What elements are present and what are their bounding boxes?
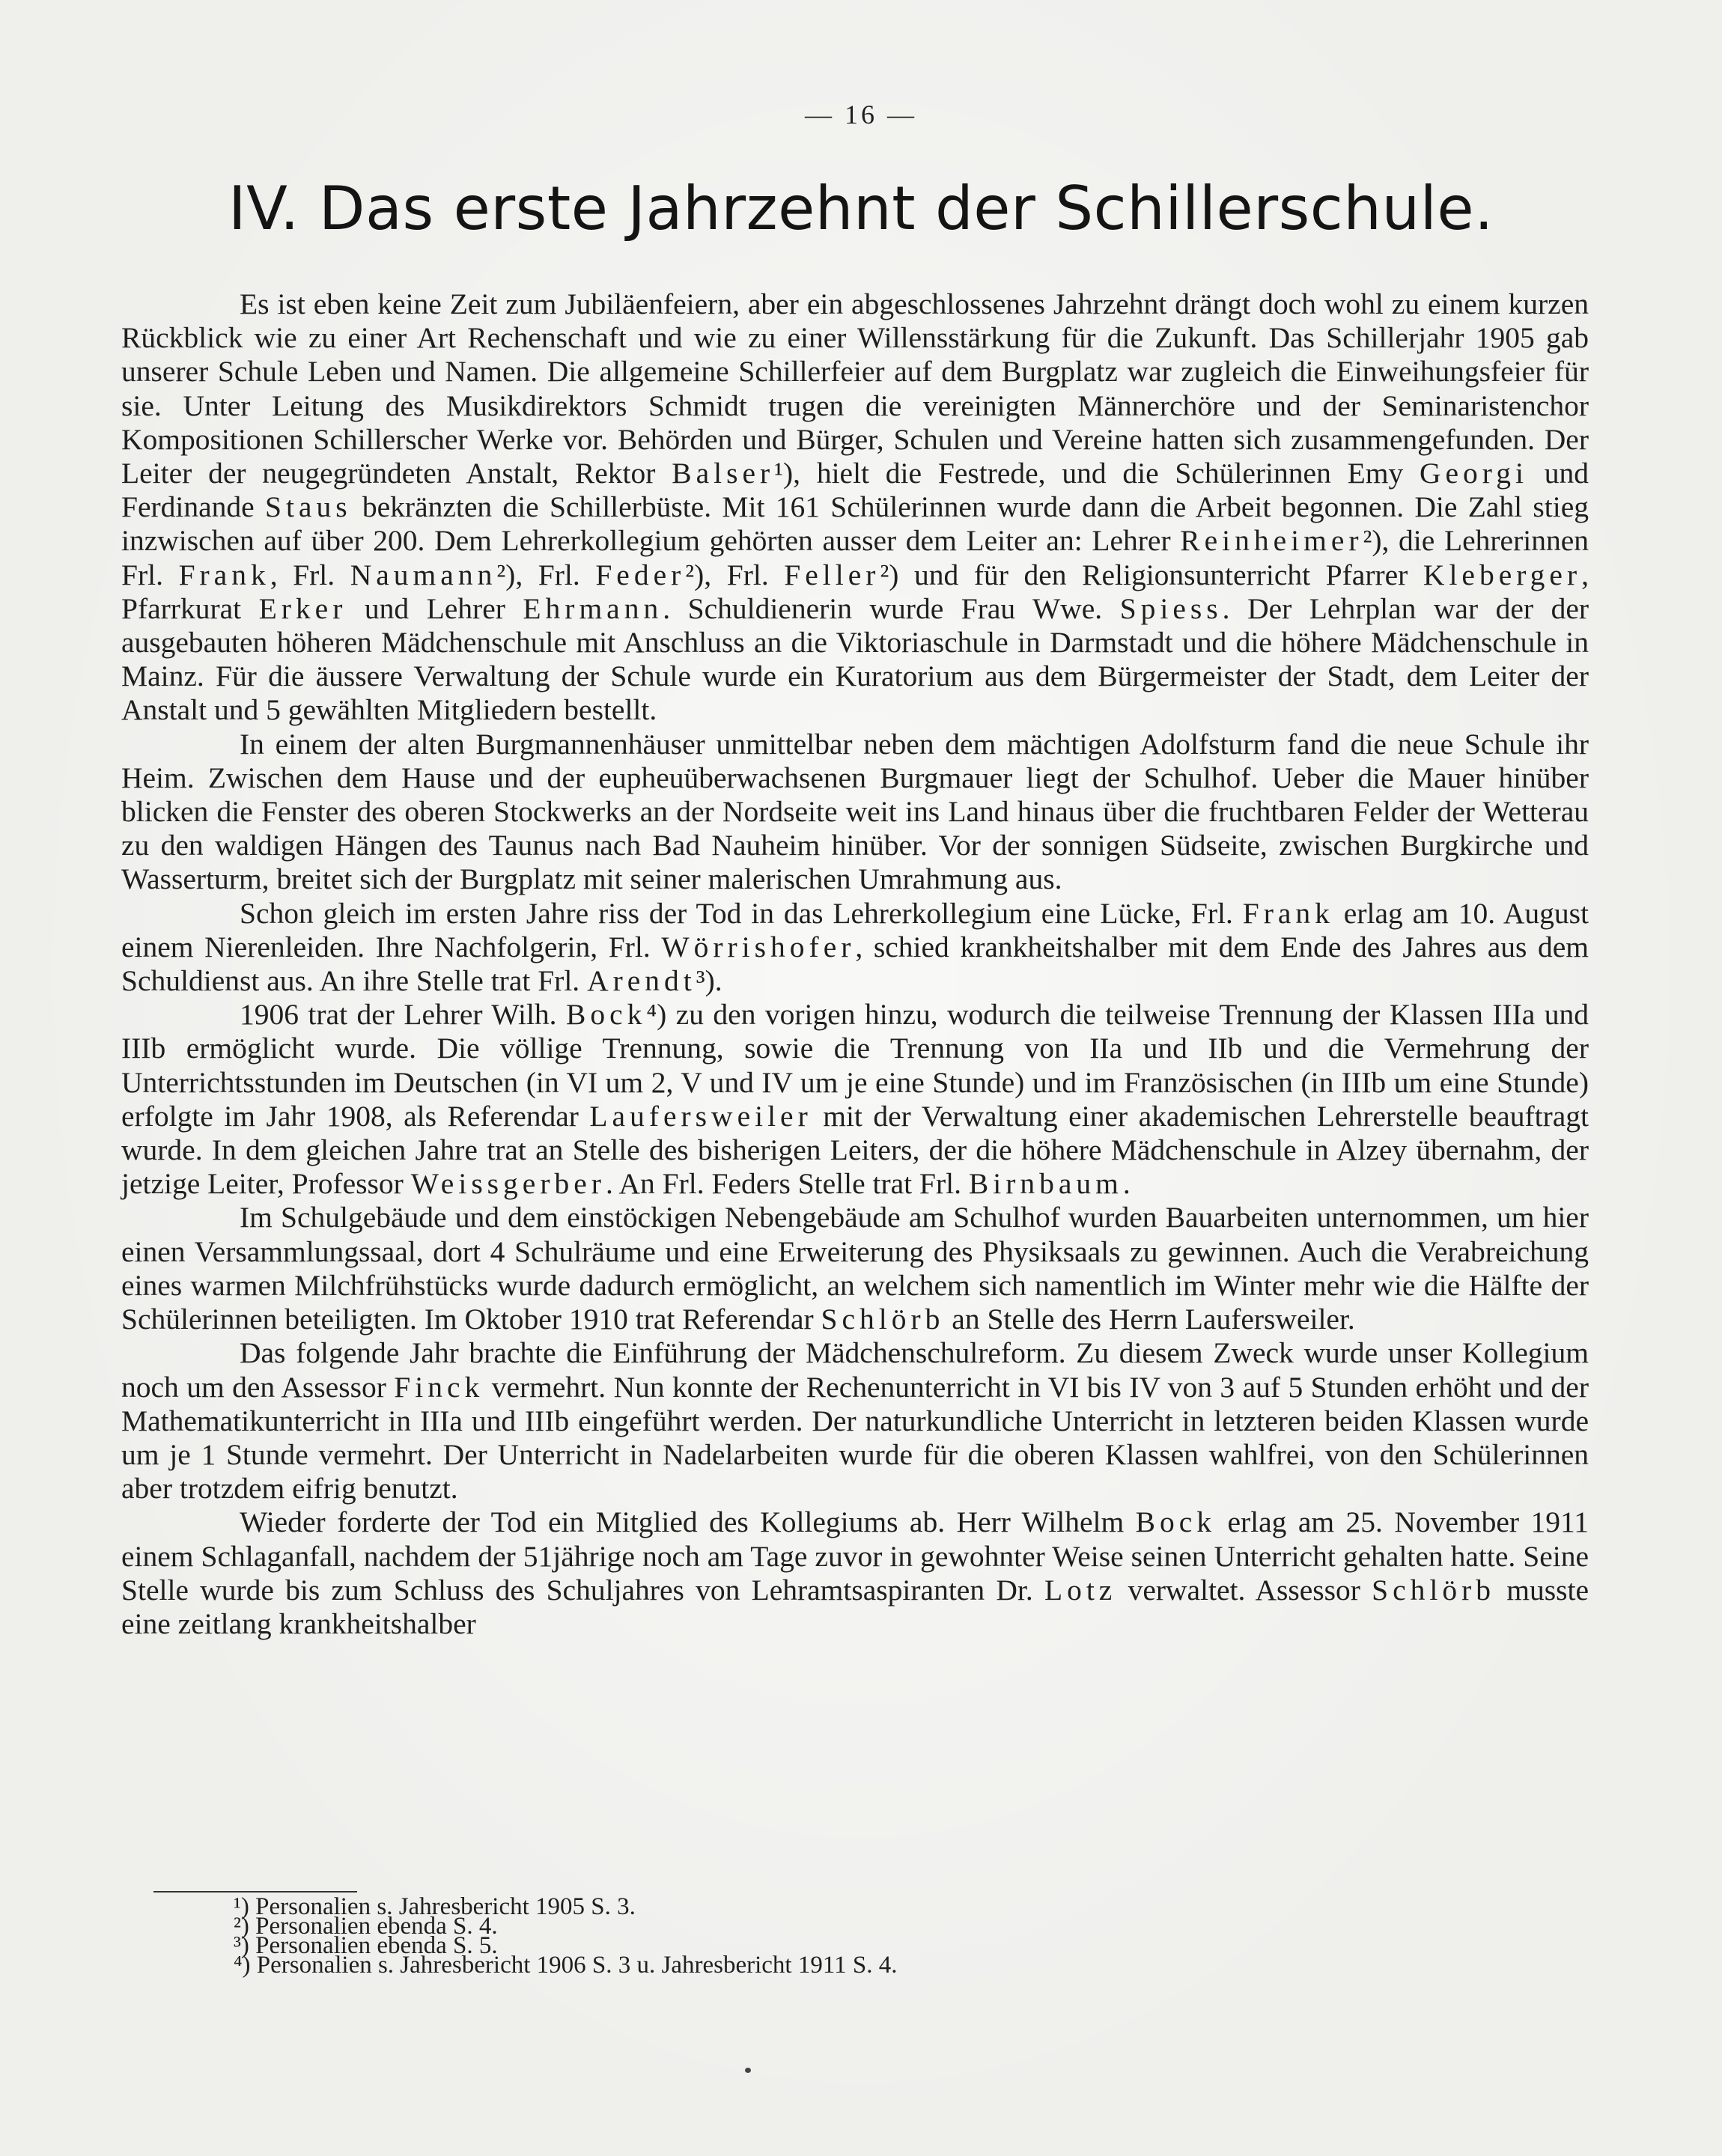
paragraph (121, 998, 1589, 1201)
text-run: ³). (696, 964, 722, 998)
text-run: , schied krankheitshalber mit dem Ende des Jahres aus dem Schuldienst aus. An ihre Stelle trat Frl. (121, 930, 1589, 998)
print-speck (745, 2068, 751, 2073)
paragraph (121, 1336, 1589, 1505)
text-run: erlag am 10. August einem Nierenleiden. Ihre Nachfolgerin, Frl. (121, 896, 1589, 963)
text-run: , Pfarrkurat (121, 558, 1589, 625)
chapter-title: IV. Das erste Jahrzehnt der Schillerschule. (228, 174, 1494, 243)
text-run: Schon gleich im ersten Jahre riss der Tod in das Lehrerkollegium eine Lücke, Frl. (240, 896, 1243, 930)
spaced-name: Wörrishofer (661, 930, 856, 963)
spaced-name: Erker (258, 591, 347, 625)
text-run: ²), Frl. (685, 558, 785, 591)
text-run: ¹), hielt die Festrede, und die Schülerinnen Emy (774, 457, 1420, 490)
spaced-name: Ehrmann (523, 591, 663, 625)
paragraph (121, 1201, 1589, 1336)
footnote-divider (153, 1891, 357, 1892)
footnote-text: Personalien s. Jahresbericht 1905 S. 3. (255, 1893, 636, 1920)
spaced-name: Frank (178, 558, 270, 591)
footnote (234, 1952, 1282, 1979)
text-run: Wieder forderte der Tod ein Mitglied des Kollegiums ab. Herr Wilhelm (240, 1505, 1136, 1539)
text-run: Das folgende Jahr brachte die Einführung der Mädchenschulreform. Zu diesem Zweck wurde unser Kollegium noch um den Assessor (121, 1336, 1589, 1404)
text-run: . (1122, 1167, 1131, 1201)
spaced-name: Finck (394, 1370, 484, 1404)
text-run: ²), die Lehrerinnen Frl. (121, 524, 1589, 591)
text-run: . Schuldienerin wurde Frau Wwe. (663, 591, 1120, 625)
spaced-name: Feder (595, 558, 686, 591)
text-run: ²) und für den Religionsunterricht Pfarrer (880, 558, 1423, 591)
text-run: , Frl. (270, 558, 350, 591)
spaced-name: Kleberger (1423, 558, 1582, 591)
footnote-mark: ¹) (234, 1893, 249, 1920)
text-run: . An Frl. Feders Stelle trat Frl. (605, 1167, 969, 1201)
spaced-name: Lotz (1044, 1573, 1117, 1607)
body-text (121, 287, 1589, 1641)
text-run: Es ist eben keine Zeit zum Jubiläenfeiern, aber ein abgeschlossenes Jahrzehnt drängt doch wohl zu einem kurzen Rückblick wie zu einer Art Rechenschaft und wie zu einer Willensstärkung für die Zukunft. Das Schillerjahr 1905 gab unserer Schule Leben und Namen. Die allgemeine Schillerfeier auf dem Burgplatz war zugleich die Einweihungsfeier für sie. Unter Leitung des Musikdirektors Schmidt trugen die vereinigten Männerchöre und der Seminaristenchor Kompositionen Schillerscher Werke vor. Behörden und Bürger, Schulen und Vereine hatten sich zusammengefunden. Der Leiter der neugegründeten Anstalt, Rektor (121, 287, 1589, 490)
text-run: an Stelle des Herrn Laufersweiler. (944, 1303, 1355, 1336)
text-run: und Lehrer (347, 591, 523, 625)
paragraph (121, 287, 1589, 728)
text-run: verwaltet. Assessor (1116, 1573, 1372, 1607)
spaced-name: Balser (672, 457, 775, 490)
text-run: Im Schulgebäude und dem einstöckigen Nebengebäude am Schulhof wurden Bauarbeiten unternommen, um hier einen Versammlungssaal, dort 4 Schulräume und eine Erweiterung des Physiksaals zu gewinnen. Auch die Verabreichung eines warmen Milchfrühstücks wurde dadurch ermöglicht, an welchem sich namentlich im Winter mehr wie die Hälfte der Schülerinnen beteiligten. Im Oktober 1910 trat Referendar (121, 1201, 1589, 1336)
text-run: In einem der alten Burgmannenhäuser unmittelbar neben dem mächtigen Adolfsturm fand die neue Schule ihr Heim. Zwischen dem Hause und der eupheuüberwachsenen Burgmauer liegt der Schulhof. Ueber die Mauer hinüber blicken die Fenster des oberen Stockwerks an der Nordseite weit ins Land hinaus über die fruchtbaren Felder der Wetterau zu den waldigen Hängen des Taunus nach Bad Nauheim hinüber. Vor der sonnigen Südseite, zwischen Burgkirche und Wasserturm, breitet sich der Burgplatz mit seiner malerischen Umrahmung aus. (121, 727, 1589, 896)
text-run: und Ferdinande (121, 457, 1589, 524)
footnote-text: Personalien ebenda S. 5. (255, 1932, 498, 1959)
text-run: musste eine zeitlang krankheitshalber (121, 1573, 1589, 1640)
spaced-name: Weissgerber (410, 1167, 606, 1201)
footnote-mark: ⁴) (234, 1952, 251, 1979)
footnotes (234, 1893, 1282, 1979)
spaced-name: Reinheimer (1180, 524, 1363, 558)
paragraph (121, 1505, 1589, 1641)
text-run: bekränzten die Schillerbüste. Mit 161 Schülerinnen wurde dann die Arbeit begonnen. Die Zahl stieg inzwischen auf über 200. Dem Lehrerkollegium gehörten ausser dem Leiter an: Lehrer (121, 490, 1589, 558)
paragraph (121, 897, 1589, 999)
spaced-name: Schlörb (1372, 1573, 1496, 1607)
footnote-text: Personalien ebenda S. 4. (255, 1913, 498, 1940)
spaced-name: Naumann (350, 558, 497, 591)
text-run: ²), Frl. (496, 558, 596, 591)
spaced-name: Georgi (1420, 457, 1528, 490)
page-number: — 16 — (805, 100, 917, 130)
spaced-name: Bock (565, 998, 647, 1032)
spaced-name: Laufersweiler (589, 1099, 812, 1133)
spaced-name: Bock (1135, 1505, 1217, 1539)
text-run: . Der Lehrplan war der der ausgebauten höheren Mädchenschule mit Anschluss an die Viktoriaschule in Darmstadt und die höhere Mädchenschule in Mainz. Für die äussere Verwaltung der Schule wurde ein Kuratorium aus dem Bürgermeister der Stadt, dem Leiter der Anstalt und 5 gewählten Mitgliedern bestellt. (121, 591, 1589, 727)
spaced-name: Birnbaum (968, 1167, 1123, 1201)
paragraph (121, 728, 1589, 897)
text-run: ⁴) zu den vorigen hinzu, wodurch die teilweise Trennung der Klassen IIIa und IIIb ermöglicht wurde. Die völlige Trennung, sowie die Trennung von IIa und IIb und die Vermehrung der Unterrichtsstunden im Deutschen (in VI um 2, V und IV um je eine Stunde) und im Französischen (in IIIb um eine Stunde) erfolgte im Jahr 1908, als Referendar (121, 998, 1589, 1133)
text-run: 1906 trat der Lehrer Wilh. (240, 998, 566, 1032)
footnote-mark: ²) (234, 1913, 249, 1940)
text-run: mit der Verwaltung einer akademischen Lehrerstelle beauftragt wurde. In dem gleichen Jahre trat an Stelle des bisherigen Leiters, der die höhere Mädchenschule in Alzey übernahm, der jetzige Leiter, Professor (121, 1099, 1589, 1201)
spaced-name: Spiess (1119, 591, 1223, 625)
footnote-mark: ³) (234, 1932, 249, 1959)
spaced-name: Frank (1242, 896, 1334, 930)
spaced-name: Staus (264, 490, 352, 524)
text-run: vermehrt. Nun konnte der Rechenunterricht in VI bis IV von 3 auf 5 Stunden erhöht und der Mathematikunterricht in IIIa und IIIb eingeführt werden. Der naturkundliche Unterricht in letzteren beiden Klassen wurde um je 1 Stunde vermehrt. Der Unterricht in Nadelarbeiten wurde für die oberen Klassen wahlfrei, von den Schülerinnen aber trotzdem eifrig benutzt. (121, 1370, 1589, 1505)
text-run: erlag am 25. November 1911 einem Schlaganfall, nachdem der 51jährige noch am Tage zuvor in gewohnter Weise seinen Unterricht gehalten hatte. Seine Stelle wurde bis zum Schluss des Schuljahres von Lehramtsaspiranten Dr. (121, 1505, 1589, 1607)
spaced-name: Feller (784, 558, 880, 591)
spaced-name: Schlörb (821, 1303, 945, 1336)
footnote-text: Personalien s. Jahresbericht 1906 S. 3 u. Jahresbericht 1911 S. 4. (256, 1952, 898, 1979)
spaced-name: Arendt (587, 964, 696, 998)
